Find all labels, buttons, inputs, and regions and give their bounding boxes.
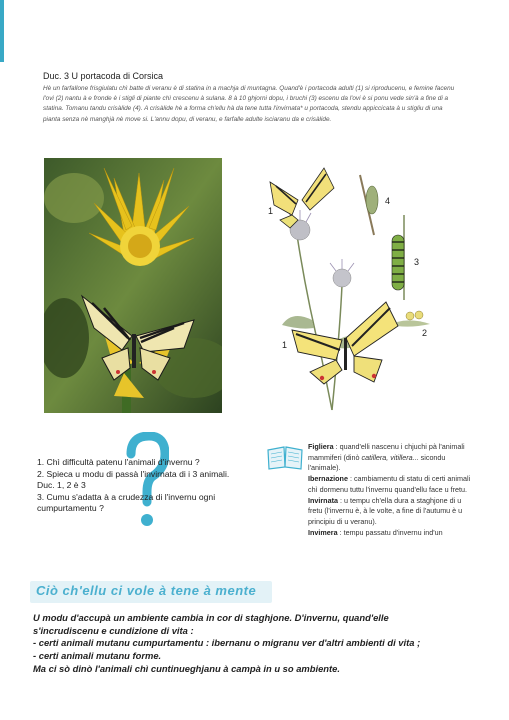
glossary-term: Invirnata xyxy=(308,495,338,505)
butterfly-photo xyxy=(44,158,222,413)
summary-line: Ma ci sò dinò l'animali chì cuntinueghjanu à campà in u so ambiente. xyxy=(33,662,340,674)
question-1: 1. Chì difficultà patenu l'animali d'invernu ? xyxy=(37,457,200,467)
lifecycle-illustration xyxy=(262,160,436,415)
glossary-definition: : tempu passatu d'invernu ind'un xyxy=(337,527,443,537)
summary-line: U modu d'accupà un ambiente cambia in cor di staghjone. D'invernu, quand'elle xyxy=(33,612,389,623)
glossary-definition-tail: sicondu l'animale). xyxy=(308,452,446,473)
questions-list xyxy=(37,457,252,515)
illustration-label-4: 4 xyxy=(385,196,391,206)
glossary-term: Figliera xyxy=(308,442,334,451)
document-body-text: Hè un farfallone frisgiulatu chì batte di veranu è di statina in a machja di muntagna. Quand'è i portacoda adulti (1) si riproducenu, e femine facenu l'ovi (2) nantu à e fronde è i stigli di piante chì crescenu à sulana. 8 à 10 ghjorni dopu, i bruchi (3) escenu da l'ovi è si ponu vede sin'à a fine di a statina. Tomanu tandu crisàlide (4). A crisàlide hè a forma ch'ellu hà da tene tutta l'invirnata* u portacoda, stendu appiccicata à u stigliu di una pianta senza nè manghjà nè move si. L'annu dopu, di veranu, e farfalle adulte isciaranu da e crisàlide. xyxy=(43,85,455,123)
key-points-heading: Ciò ch'ellu ci vole à tene à mente xyxy=(36,583,257,598)
summary-line: - certi animali mutanu forme. xyxy=(33,650,162,662)
question-2-reference: Duc. 1, 2 è 3 xyxy=(37,480,86,491)
question-3-continued: cumpurtamentu ? xyxy=(37,503,104,514)
summary-text xyxy=(33,612,483,676)
glossary-definition: : quand'elli nascenu i chjuchi pà l'animali mammiferi (dinò xyxy=(308,442,465,462)
question-3: 3. Cumu s'adatta à a crudezza di l'invernu ogni xyxy=(37,491,216,502)
page-edge-accent-bar xyxy=(0,0,4,62)
illustration-label-1-top: 1 xyxy=(268,206,274,216)
glossary-definition: : cambiamentu di statu di certi animali chì dormenu tuttu l'invernu quand'ellu face u fretu. xyxy=(308,474,471,494)
document-title: Duc. 3 U portacoda di Corsica xyxy=(43,71,164,81)
glossary-term: Ibernazione xyxy=(308,474,348,484)
butterfly-photo-image xyxy=(44,158,222,413)
illustration-label-1-bottom: 1 xyxy=(282,340,288,350)
glossary-definition-italic: catillera, vitillera... xyxy=(361,452,419,462)
lifecycle-drawing xyxy=(262,160,436,415)
glossary-entry-invirnata xyxy=(308,496,473,528)
glossary-definition: : u tempu ch'ella dura a staghjone di u fretu (l'invernu è, à le volte, a fine di l'autumu è u principiu di u veranu). xyxy=(308,495,463,526)
question-2: 2. Spieca u modu di passà l'invirnata di i 3 animali. xyxy=(37,468,230,479)
glossary-entry-ibernazione xyxy=(308,474,473,495)
open-book-icon xyxy=(266,444,304,470)
glossary-entry-figliera xyxy=(308,442,473,474)
summary-line: - certi animali mutanu cumpurtamentu : ibernanu o migranu ver d'altri ambienti di vita ; xyxy=(33,637,421,649)
summary-line: s'incrudiscenu e cundizione di vita : xyxy=(33,624,194,636)
illustration-label-2: 2 xyxy=(422,328,428,338)
illustration-label-3: 3 xyxy=(414,257,420,267)
glossary-entry-invimera xyxy=(308,528,473,539)
glossary-term: Invimera xyxy=(308,527,338,537)
glossary xyxy=(308,442,473,538)
